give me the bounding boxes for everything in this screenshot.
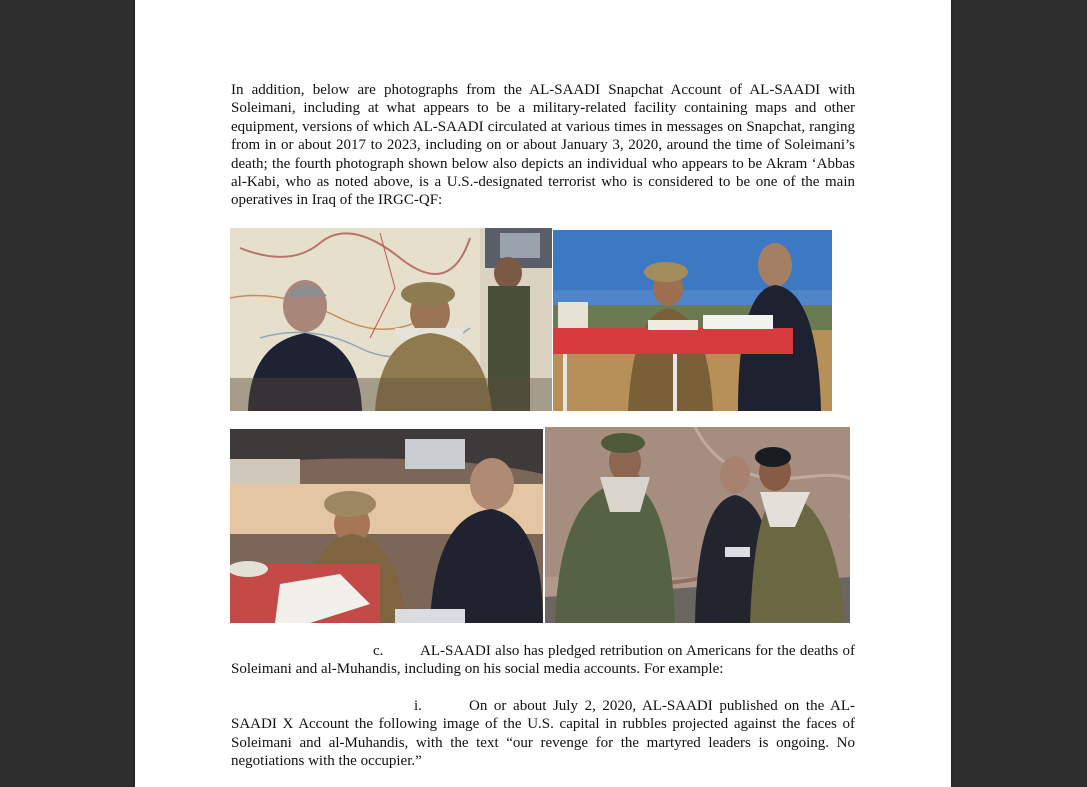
- item-i-paragraph: [231, 697, 855, 771]
- photo-map-room: [230, 228, 552, 411]
- photo-hillside-table: [230, 429, 543, 623]
- item-i-marker: i.: [414, 698, 422, 714]
- document-page: [135, 0, 951, 787]
- photo-map-wall-group: [545, 427, 850, 623]
- intro-paragraph: In addition, below are photographs from the AL-SAADI Snapchat Account of AL-SAADI with Soleimani, including at what appears to be a military-related facility containing maps and other equipment, versions of which AL-SAADI circulated at various times in messages on Snapchat, ranging from in or about 2017 to 2023, including on or about January 3, 2020, around the time of Soleimani’s death; the fourth photograph shown below also depicts an individual who appears to be Akram ‘Abbas al-Kabi, who as noted above, is a U.S.-designated terrorist who is considered to be one of the main operatives in Iraq of the IRGC-QF:: [231, 82, 855, 209]
- item-c-text: AL-SAADI also has pledged retribution on Americans for the deaths of Soleimani and al-Muhandis, including on his social media accounts. For example:: [231, 643, 855, 678]
- photo-outdoor-table: [553, 230, 832, 411]
- item-c-paragraph: [231, 642, 855, 679]
- item-c-marker: c.: [373, 643, 384, 659]
- item-i-text: On or about July 2, 2020, AL-SAADI published on the AL-SAADI X Account the following image of the U.S. capital in rubbles projected against the faces of Soleimani and al-Muhandis, with the text “our revenge for the martyred leaders is ongoing. No negotiations with the occupier.”: [231, 698, 855, 770]
